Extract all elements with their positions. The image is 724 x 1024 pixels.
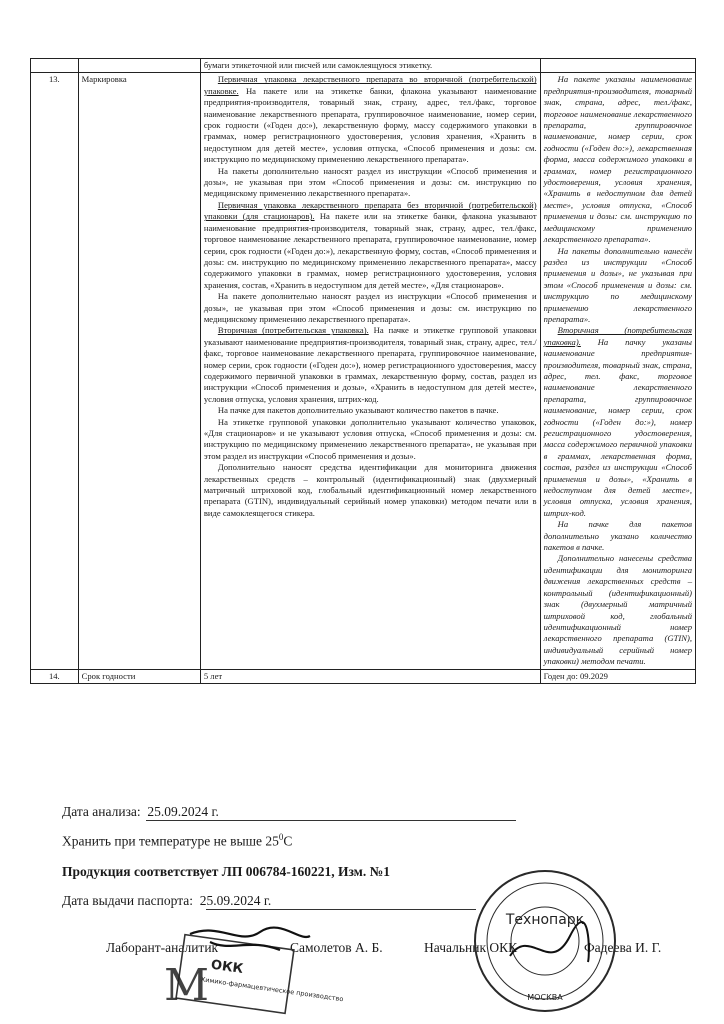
paragraph [204,325,537,405]
underline [206,909,476,910]
paragraph [544,553,692,667]
paragraph [544,246,692,326]
prev-row-text: бумаги этикеточной или писчей или самоклеящуюся этикетку. [200,59,540,73]
stamp-title: ОКК [209,957,245,977]
paragraph-text: На пачке для пакетов дополнительно указано количество пакетов в пачке. [543,519,692,553]
paragraph-text: На пакете дополнительно наносят раздел из инструкции «Способ применения и дозы», не указывая при этом «Способ применения и дозы: см. инструкцию по медицинскому применению лекарственного препарата». [203,291,537,324]
compliance-statement: Продукция соответствует ЛП 006784-160221, Изм. №1 [62,864,390,879]
paragraph-text: На пачку указаны наименование предприятия-производителя, товарный знак, страна, адрес, тел. факс, торговое наименование лекарственного препарата, группировочное наименование, номер серии, срок годности («Годен до:»), номер регистрационного удостоверения, масса содержимого первичной упаковки в граммах, лекарственная форма, состав, раздел из инструкции «Способ применения и дозы», «Хранить в недоступном для детей месте», условия отпуска, условия хранения, штрих-код. [543,336,692,518]
paragraph-text: На этикетке групповой упаковки дополнительно указывают количество упаковок, «Для стационаров» и не указывают условия отпуска, «Способ применения и дозы: см. инструкцию по медицинскому применению лекарственного препарата», не указывая при этом раздел из инструкции «Способ применения и дозы». [203,416,537,461]
underline [146,820,516,821]
norm-cell [200,73,540,669]
seal-center-text: Технопарк [505,912,585,928]
stamp-caption: Химико-фармацевтическое производство [200,975,344,1004]
head-signature [510,922,589,962]
norm-cell: 5 лет [200,669,540,683]
storage-line: Хранить при температуре не выше $25^0С$ [62,832,293,849]
result-cell: Годен до: 09.2029 [540,669,695,683]
issue-date-line: Дата выдачи паспорта: 25.09.2024 г. [62,893,272,908]
paragraph-text: На пачке и этикетке групповой упаковки указывают наименование предприятия-производителя, товарный знак, страну, адрес, тел./факс, торговое наименование лекарственного препарата, группировочное наименование, номер серии, срок годности («Годен до:»), номер регистрационного удостоверения, массу содержимого первичной упаковки в граммах, лекарственную форму, состав, раздел из инструкции «Способ применения и дозы», «Хранить в недоступном для детей месте», условия отпуска, условия хранения, штрих-код. [203,325,537,404]
result-cell [540,73,695,669]
paragraph [204,417,537,463]
norm-paragraphs [204,74,537,519]
paragraph-heading: Вторичная (потребительская упаковка). [543,325,692,347]
paragraph [204,74,537,165]
row-number: 14. [31,669,79,683]
paragraph [544,74,692,245]
analysis-date-line: Дата анализа: 25.09.2024 г. [62,804,219,819]
row-number: 13. [31,73,79,669]
paragraph [204,291,537,325]
paragraph-text: На пакете или на этикетке банки, флакона указывают наименование предприятия-производителя, товарный знак, страну, адрес, тел./факс, торговое наименование лекарственного препарата, группировочное наименование, номер серии, срок годности («Годен до:»), лекарственную форму, массу содержимого упаковки в граммах, номер регистрационного удостоверения, условия хранения, «Хранить в недоступном для детей месте», условия отпуска, «Способ применения и дозы: см. инструкцию по медицинскому применению лекарственного препарата». [203,85,537,165]
paragraph [204,166,537,200]
table-row-shelf-life [31,669,696,683]
table-row-continuation [31,59,696,73]
row-label: Срок годности [78,669,200,683]
paragraph-text: На пакеты дополнительно наносят раздел из инструкции «Способ применения и дозы», не указывая при этом «Способ применения и дозы: см. инструкцию по медицинскому применению лекарственного препарата». [203,165,537,199]
spec-table [30,58,696,684]
paragraph-heading: Первичная упаковка лекарственного препарата во вторичной (потребительской) упаковке. [203,74,537,96]
table-row-marking [31,73,696,669]
round-seal [470,866,620,1016]
paragraph-text: На пакеты дополнительно нанесён раздел из инструкции «Способ применения и дозы», не указывая при этом «Способ применения и дозы: см. инструкцию по медицинскому применению лекарственного препарата». [543,245,692,324]
paragraph-heading: Первичная упаковка лекарственного препарата без вторичной (потребительской) упаковки (для стационаров). [203,199,537,222]
paragraph-text: На пакете указаны наименование предприятия-производителя, товарный знак, страна, адрес, тел./факс, торговое наименование лекарственного препарата, группировочное наименование, номер серии, срок годности («Годен до:»), лекарственная форма, масса содержимого упаковки в граммах, номер регистрационного удостоверения, условия хранения, «Хранить в недоступном для детей месте», условия отпуска, «Способ применения и дозы: см. инструкцию по медицинскому применению лекарственного препарата». [543,74,692,245]
paragraph [204,462,537,519]
paragraph-text: На пакете или на этикетке банки, флакона указывают наименование предприятия-производителя, товарный знак, страну, адрес, тел./факс, торговое наименование лекарственного препарата, группировочное наименование, номер серии, срок годности («Годен до:»), лекарственную форму, состав, «Способ применения и дозы: см. инструкцию по медицинскому применению лекарственного препарата», массу содержимого упаковки в граммах, номер регистрационного удостоверения, условия хранения, состав, «Хранить в недоступном для детей месте», «Для стационаров». [203,211,537,290]
paragraph-text: На пачке для пакетов дополнительно указывают количество пакетов в пачке. [217,405,499,416]
paragraph [544,325,692,519]
head-label: Начальник ОКК [424,940,518,955]
paragraph-text: Дополнительно нанесены средства идентификации для мониторинга движения лекарственных средств – контрольный (идентификационный) знак (двухмерный матричный штриховой код, глобальный идентификационный номер лекарственного препарата (GTIN), индивидуальный серийный номер упаковки) методом печати. [543,553,692,667]
head-name: Фадеева И. Г. [584,940,662,955]
paragraph-heading: Вторичная (потребительская упаковка). [217,325,369,336]
stamp-letter: M [164,960,210,1011]
paragraph [544,519,692,553]
paragraph-text: Дополнительно наносят средства идентификации для мониторинга движения лекарственных средств – контрольный (идентификационный) знак (двухмерный матричный штриховой код, глобальный идентификационный номер лекарственного препарата (GTIN), индивидуальный серийный номер упаковки) методом печати или в виде самоклеящегося стикера. [203,462,537,518]
lab-name: Самолетов А. Б. [290,940,383,955]
seal-bottom-text: МОСКВА [527,993,563,1002]
lab-signature [190,928,310,950]
paragraph [204,200,537,291]
paragraph [204,405,537,416]
lab-label: Лаборант-аналитик [106,940,219,955]
row-label: Маркировка [78,73,200,669]
result-paragraphs [544,74,692,667]
